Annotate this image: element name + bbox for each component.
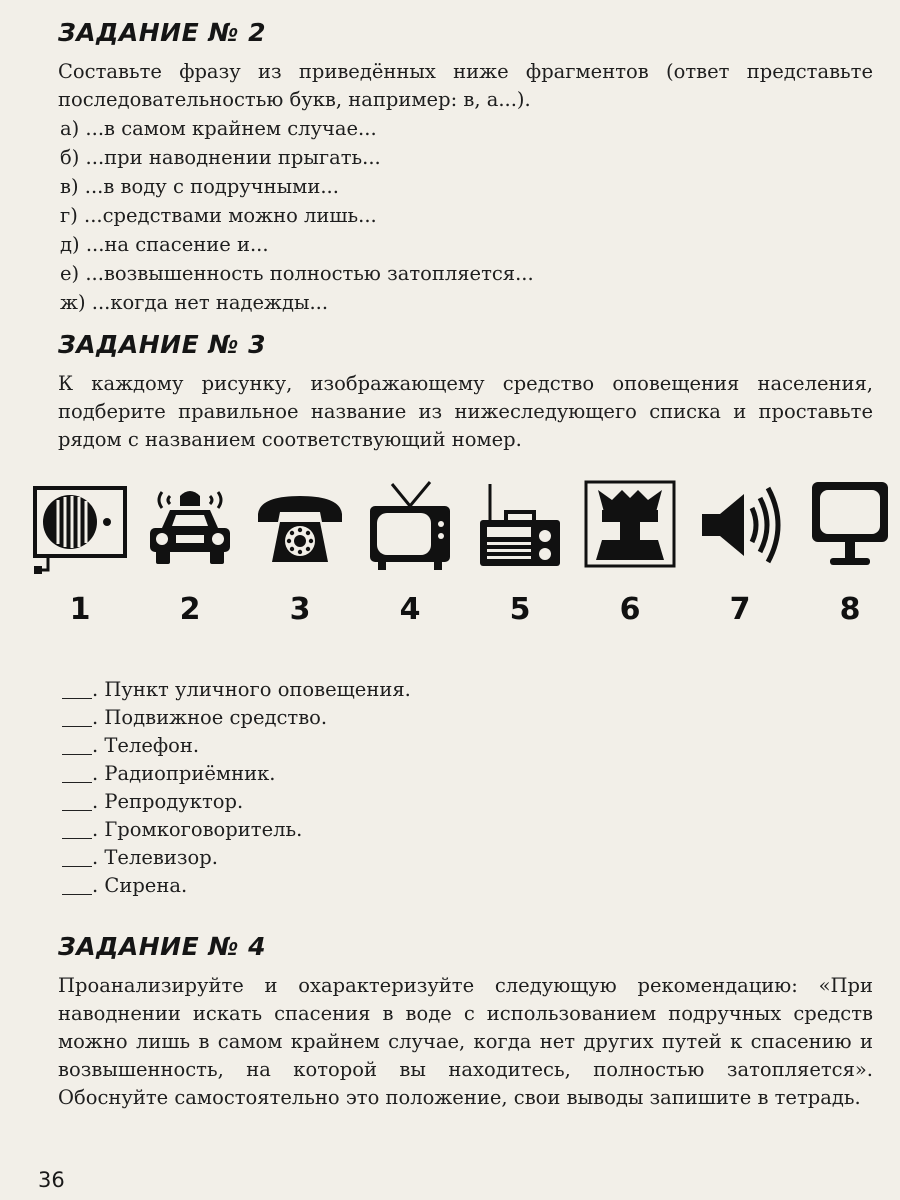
answer-label: . Пункт уличного оповещения. [92, 678, 411, 701]
answer-blank-field[interactable] [62, 706, 92, 727]
list-item [62, 872, 411, 900]
task4-title: ЗАДАНИЕ № 4 [58, 932, 267, 961]
list-item [62, 704, 411, 732]
answer-blank-field[interactable] [62, 678, 92, 699]
page-number: 36 [38, 1168, 65, 1192]
loudspeaker-icon [690, 478, 790, 588]
icon-item-3 [250, 478, 350, 638]
icon-item-7 [690, 478, 790, 638]
television-icon [360, 478, 460, 588]
icon-number: 6 [619, 592, 641, 627]
list-item [62, 788, 411, 816]
icon-number: 7 [729, 592, 751, 627]
monitor-stand-icon [800, 478, 900, 588]
list-item: а) ...в самом крайнем случае... [60, 117, 377, 140]
answer-label: . Репродуктор. [92, 790, 244, 813]
icon-item-2 [140, 478, 240, 638]
icon-number: 8 [839, 592, 861, 627]
list-item [62, 732, 411, 760]
answer-blank-field[interactable] [62, 874, 92, 895]
icon-item-8 [800, 478, 900, 638]
icon-item-6 [580, 478, 680, 638]
answer-blank-field[interactable] [62, 734, 92, 755]
task3-instructions: К каждому рисунку, изображающему средство оповещения населения, подберите правильное название из нижеследующего списка и проставьте рядом с названием соответствующий номер. [58, 372, 873, 451]
answer-label: . Сирена. [92, 874, 188, 897]
answer-label: . Телефон. [92, 734, 200, 757]
answer-label: . Телевизор. [92, 846, 218, 869]
task3-answer-list [62, 676, 411, 900]
list-item [62, 816, 411, 844]
telephone-icon [250, 478, 350, 588]
task4-instructions: Проанализируйте и охарактеризуйте следующую рекомендацию: «При наводнении искать спасения в воде с использованием подручных средств можно лишь в самом крайнем случае, когда нет других путей к спасению и возвышенность, на которой вы находитесь, полностью затопляется». Обоснуйте самостоятельно это положение, свои выводы запишите в тетрадь. [58, 974, 873, 1109]
answer-label: . Радиоприёмник. [92, 762, 276, 785]
list-item: ж) ...когда нет надежды... [60, 291, 329, 314]
list-item [62, 676, 411, 704]
list-item: б) ...при наводнении прыгать... [60, 146, 381, 169]
task2-fragment-list [60, 114, 534, 317]
vehicle-siren-icon [140, 478, 240, 588]
list-item: г) ...средствами можно лишь... [60, 204, 377, 227]
answer-blank-field[interactable] [62, 818, 92, 839]
answer-blank-field[interactable] [62, 846, 92, 867]
icon-number: 2 [179, 592, 201, 627]
list-item [62, 760, 411, 788]
icon-item-5 [470, 478, 570, 638]
street-speaker-unit-icon [30, 478, 130, 588]
task3-title: ЗАДАНИЕ № 3 [58, 330, 267, 359]
siren-icon [580, 478, 680, 588]
answer-label: . Подвижное средство. [92, 706, 328, 729]
warning-means-icons-row [30, 478, 890, 638]
task2-title: ЗАДАНИЕ № 2 [58, 18, 267, 47]
list-item [62, 844, 411, 872]
icon-number: 1 [69, 592, 91, 627]
icon-number: 4 [399, 592, 421, 627]
icon-item-1 [30, 478, 130, 638]
icon-number: 5 [509, 592, 531, 627]
radio-receiver-icon [470, 478, 570, 588]
answer-blank-field[interactable] [62, 762, 92, 783]
answer-label: . Громкоговоритель. [92, 818, 303, 841]
answer-blank-field[interactable] [62, 790, 92, 811]
icon-item-4 [360, 478, 460, 638]
task2-instructions: Составьте фразу из приведённых ниже фрагментов (ответ представьте последовательностью букв, например: в, а...). [58, 60, 873, 111]
list-item: в) ...в воду с подручными... [60, 175, 339, 198]
list-item: д) ...на спасение и... [60, 233, 269, 256]
icon-number: 3 [289, 592, 311, 627]
list-item: е) ...возвышенность полностью затопляется... [60, 262, 534, 285]
